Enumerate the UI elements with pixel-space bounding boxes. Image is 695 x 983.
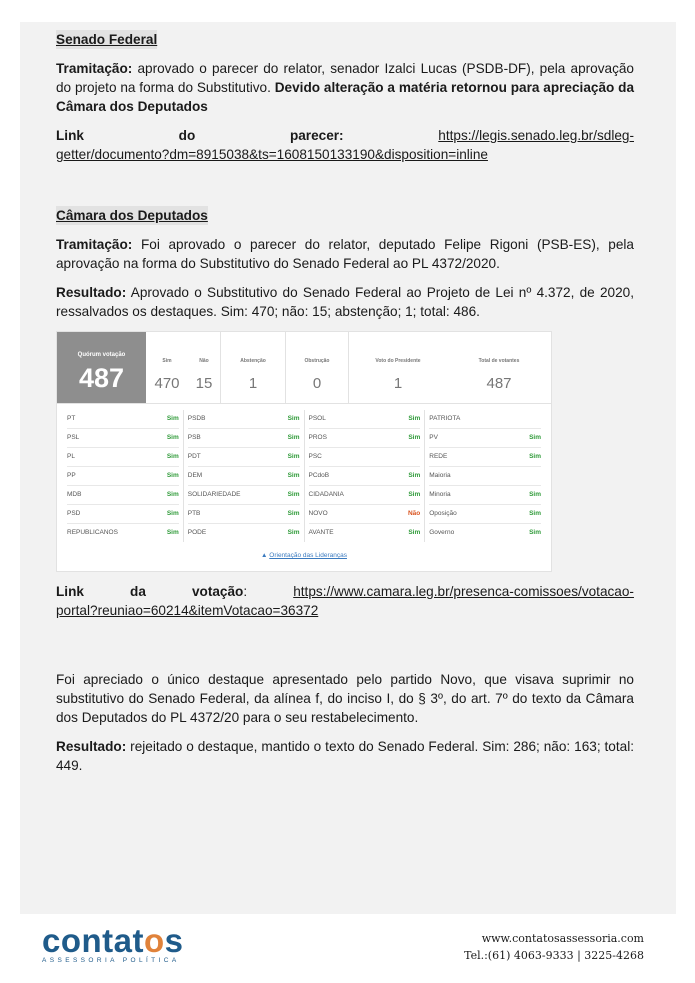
- senado-tramitacao: [56, 59, 634, 116]
- party-name: PDT: [187, 453, 201, 460]
- party-row: [188, 410, 300, 429]
- party-name: PSC: [308, 453, 322, 460]
- party-name: NOVO: [308, 510, 328, 517]
- votacao-link-word-3: votação:: [191, 584, 248, 599]
- document-body: [56, 30, 634, 785]
- camara-heading: Câmara dos Deputados: [56, 208, 208, 223]
- destaque-resultado-text: rejeitado o destaque, mantido o texto do Senado Federal. Sim: 286; não: 163; total: 449.: [56, 739, 634, 773]
- party-name: CIDADANIA: [308, 491, 344, 498]
- stat-label: Total de votantes: [478, 358, 520, 364]
- vote-widget: [56, 331, 552, 572]
- footer-contact: [464, 930, 644, 964]
- party-name: SOLIDARIEDADE: [187, 491, 241, 498]
- stat-sim: [146, 332, 188, 403]
- party-row: [188, 524, 300, 542]
- party-vote: Sim: [529, 434, 541, 441]
- camara-resultado-text: Aprovado o Substitutivo do Senado Federal ao Projeto de Lei nº 4.372, de 2020, ressalvados os destaques. Sim: 470; não: 15; abstenção; 1; total: 486.: [56, 285, 634, 319]
- senado-link-row: [56, 126, 634, 145]
- stat-value: 1: [248, 375, 258, 392]
- party-vote: Sim: [166, 529, 179, 536]
- party-name: Governo: [429, 529, 455, 536]
- senado-tramitacao-text: aprovado o parecer do relator, senador Izalci Lucas (PSDB-DF), pela aprovação do projeto na forma do Substitutivo.: [56, 61, 634, 95]
- party-row: [67, 467, 179, 486]
- stat-value: 0: [312, 375, 322, 392]
- party-vote: Sim: [408, 434, 421, 441]
- party-row: [67, 486, 179, 505]
- vote-summary: [57, 332, 551, 404]
- votacao-link-row: [56, 582, 634, 601]
- party-name: PSD: [67, 510, 81, 517]
- stat-presidente: [348, 332, 447, 403]
- contatos-logo: [42, 924, 192, 964]
- party-column: [63, 410, 183, 542]
- party-name: PSL: [67, 434, 80, 441]
- party-row: [188, 505, 300, 524]
- camara-resultado: [56, 283, 634, 321]
- orientation-link-text[interactable]: Orientação das Lideranças: [269, 552, 347, 559]
- party-vote: Sim: [408, 415, 421, 422]
- party-row: [309, 505, 421, 524]
- party-name: PROS: [308, 434, 327, 441]
- stat-total: [447, 332, 551, 403]
- footer-website[interactable]: www.contatosassessoria.com: [481, 932, 644, 945]
- logo-word-accent: o: [144, 922, 165, 959]
- party-name: MDB: [67, 491, 82, 498]
- party-row: [309, 486, 421, 505]
- logo-word-part: contat: [42, 922, 144, 959]
- party-vote: Sim: [287, 453, 300, 460]
- party-row: [429, 505, 541, 524]
- logo-tagline: ASSESSORIA POLÍTICA: [42, 957, 180, 964]
- destaque-resultado: [56, 737, 634, 775]
- party-row: [67, 429, 179, 448]
- votacao-link-url-1[interactable]: https://www.camara.leg.br/presenca-comissoes/votacao-: [293, 584, 634, 599]
- party-name: PV: [429, 434, 438, 441]
- footer-phone: Tel.:(61) 4063-9333 | 3225-4268: [464, 949, 644, 962]
- camara-tramitacao-label: Tramitação:: [56, 237, 133, 252]
- party-row: [429, 410, 541, 429]
- party-row: [429, 524, 541, 542]
- party-name: PL: [67, 453, 75, 460]
- party-vote: Sim: [287, 529, 300, 536]
- party-vote: Sim: [287, 415, 300, 422]
- stat-obstrucao: [285, 332, 348, 403]
- party-row: [309, 429, 421, 448]
- senado-heading: Senado Federal: [56, 32, 158, 47]
- orientation-link[interactable]: [57, 542, 551, 571]
- party-name: AVANTE: [308, 529, 334, 536]
- camara-tramitacao: [56, 235, 634, 273]
- party-row: [188, 448, 300, 467]
- party-row: [188, 486, 300, 505]
- party-vote: Sim: [287, 510, 300, 517]
- stat-value: 470: [154, 375, 180, 392]
- party-vote: Sim: [166, 453, 179, 460]
- party-vote: Sim: [287, 491, 300, 498]
- votacao-link-url-2[interactable]: portal?reuniao=60214&itemVotacao=36372: [56, 603, 319, 618]
- party-row: [429, 467, 541, 486]
- party-row: [429, 486, 541, 505]
- party-name: PT: [67, 415, 76, 422]
- stat-value: 487: [486, 375, 512, 392]
- votacao-link-word-2: da: [130, 584, 146, 599]
- party-row: [309, 448, 421, 467]
- party-name: PP: [67, 472, 76, 479]
- senado-link-word-2: do: [178, 128, 196, 143]
- party-row: [188, 429, 300, 448]
- votacao-link-word-1: Link: [56, 584, 84, 599]
- senado-link-url-1[interactable]: https://legis.senado.leg.br/sdleg-: [438, 128, 634, 143]
- quorum-value: 487: [78, 363, 125, 393]
- party-row: [309, 524, 421, 542]
- destaque-resultado-label: Resultado:: [56, 739, 127, 754]
- senado-link-block: [56, 126, 634, 164]
- party-vote: Sim: [287, 472, 300, 479]
- party-name: REPUBLICANOS: [67, 529, 118, 536]
- party-name: Minoria: [429, 491, 451, 498]
- stat-label: Abstenção: [240, 358, 266, 364]
- party-vote: Sim: [287, 434, 300, 441]
- party-column: [183, 410, 304, 542]
- party-vote: Sim: [529, 453, 541, 460]
- party-row: [67, 524, 179, 542]
- stat-value: 15: [195, 375, 213, 392]
- senado-tramitacao-label: Tramitação:: [56, 61, 133, 76]
- triangle-up-icon: ▲: [261, 552, 268, 559]
- senado-link-word-1: Link: [56, 128, 84, 143]
- stat-nao: [188, 332, 220, 403]
- party-vote: Sim: [166, 434, 179, 441]
- party-row: [309, 410, 421, 429]
- party-vote: Sim: [408, 472, 421, 479]
- party-name: Maioria: [429, 472, 451, 479]
- party-row: [67, 448, 179, 467]
- senado-link-word-3: parecer:: [289, 128, 344, 143]
- senado-link-url-2[interactable]: getter/documento?dm=8915038&ts=1608150133190&disposition=inline: [56, 147, 488, 162]
- party-vote: Sim: [166, 491, 179, 498]
- party-row: [309, 467, 421, 486]
- party-name: PTB: [187, 510, 201, 517]
- party-vote: Sim: [408, 491, 421, 498]
- stat-label: Voto do Presidente: [375, 358, 421, 364]
- party-row: [429, 448, 541, 467]
- camara-resultado-label: Resultado:: [56, 285, 127, 300]
- senado-tramitacao-bold: Devido alteração a matéria retornou para apreciação da Câmara dos Deputados: [56, 80, 635, 114]
- party-vote: Sim: [166, 472, 179, 479]
- party-vote: Sim: [408, 529, 421, 536]
- party-name: PCdoB: [308, 472, 330, 479]
- party-vote: Sim: [166, 510, 179, 517]
- party-vote: Sim: [529, 491, 541, 498]
- party-name: REDE: [429, 453, 448, 460]
- camara-tramitacao-text: Foi aprovado o parecer do relator, deputado Felipe Rigoni (PSB-ES), pela aprovação na forma do Substitutivo do Senado Federal ao PL 4372/2020.: [56, 237, 634, 271]
- destaque-text: Foi apreciado o único destaque apresentado pelo partido Novo, que visava suprimir no substitutivo do Senado Federal, da alínea f, do inciso I, do § 3º, do art. 7º do texto da Câmara dos Deputados do PL 4372/20 para o seu restabelecimento.: [56, 672, 634, 725]
- party-row: [67, 410, 179, 429]
- stat-value: 1: [393, 375, 403, 392]
- quorum-box: [57, 332, 146, 403]
- quorum-label: Quórum votação: [77, 352, 126, 358]
- party-row: [429, 429, 541, 448]
- party-column: [304, 410, 425, 542]
- party-vote: Sim: [529, 510, 541, 517]
- party-vote: Não: [407, 510, 421, 517]
- party-name: PODE: [187, 529, 207, 536]
- party-column: [424, 410, 545, 542]
- party-name: DEM: [187, 472, 203, 479]
- party-vote: Sim: [529, 529, 541, 536]
- party-vote-grid: [57, 404, 551, 542]
- logo-wordmark: [42, 924, 192, 958]
- party-vote: Sim: [166, 415, 179, 422]
- party-row: [188, 467, 300, 486]
- stat-abstencao: [220, 332, 285, 403]
- votacao-link-block: [56, 582, 634, 620]
- stat-label: Obstrução: [304, 358, 330, 364]
- party-name: Oposição: [429, 510, 457, 517]
- logo-word-part: s: [164, 922, 184, 959]
- stat-label: Sim: [162, 358, 172, 364]
- party-row: [67, 505, 179, 524]
- party-name: PSB: [187, 434, 201, 441]
- stat-label: Não: [199, 358, 209, 364]
- party-name: PSDB: [187, 415, 206, 422]
- party-name: PSOL: [308, 415, 326, 422]
- party-name: PATRIOTA: [429, 415, 461, 422]
